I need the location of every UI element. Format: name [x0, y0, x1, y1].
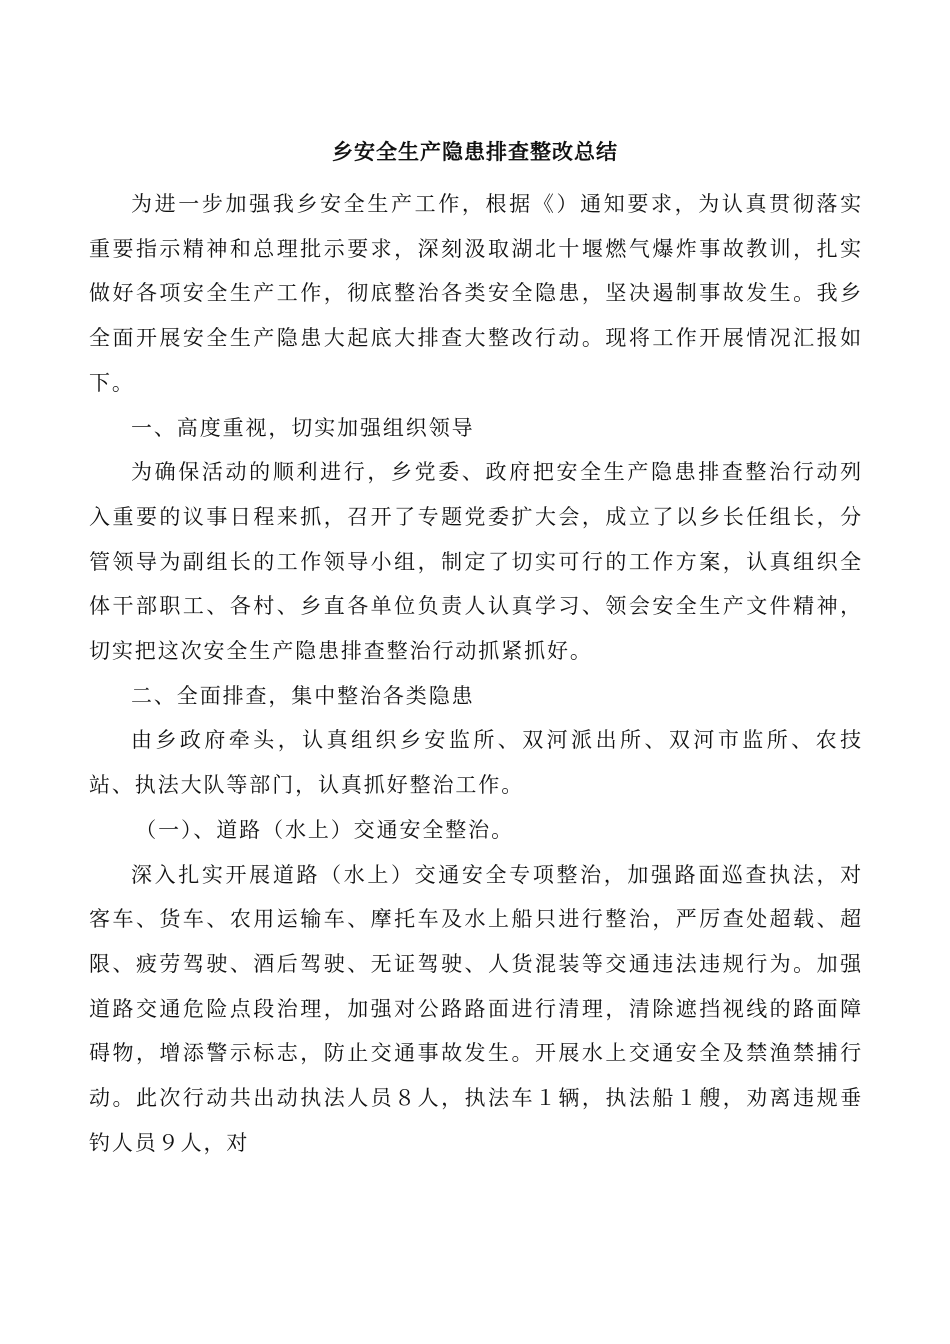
- subsection-1-paragraph: 深入扎实开展道路（水上）交通安全专项整治，加强路面巡查执法，对客车、货车、农用运输车、摩托车及水上船只进行整治，严厉查处超载、超限、疲劳驾驶、酒后驾驶、无证驾驶、人货混装等交通违法违规行为。加强道路交通危险点段治理，加强对公路路面进行清理，清除遮挡视线的路面障碍物，增添警示标志，防止交通事故发生。开展水上交通安全及禁渔禁捕行动。此次行动共出动执法人员８人，执法车１辆，执法船１艘，劝离违规垂钓人员９人，对: [89, 862, 863, 1155]
- section-heading-2: 二、全面排查，集中整治各类隐患: [131, 683, 475, 708]
- document-body: [89, 182, 863, 1165]
- section-heading-1: 一、高度重视，切实加强组织领导: [131, 415, 475, 440]
- document-title: 乡安全生产隐患排查整改总结: [332, 139, 618, 164]
- intro-paragraph: 为进一步加强我乡安全生产工作，根据《）通知要求，为认真贯彻落实重要指示精神和总理批示要求，深刻汲取湖北十堰燃气爆炸事故教训，扎实做好各项安全生产工作，彻底整治各类安全隐患，坚决遏制事故发生。我乡全面开展安全生产隐患大起底大排查大整改行动。现将工作开展情况汇报如下。: [89, 192, 863, 395]
- section-2-paragraph: 由乡政府牵头，认真组织乡安监所、双河派出所、双河市监所、农技站、执法大队等部门，认真抓好整治工作。: [89, 728, 863, 798]
- section-1-paragraph: 为确保活动的顺利进行，乡党委、政府把安全生产隐患排查整治行动列入重要的议事日程来抓，召开了专题党委扩大会，成立了以乡长任组长，分管领导为副组长的工作领导小组，制定了切实可行的工作方案，认真组织全体干部职工、各村、乡直各单位负责人认真学习、领会安全生产文件精神，切实把这次安全生产隐患排查整治行动抓紧抓好。: [89, 460, 863, 664]
- subsection-heading-1: （一）、道路（水上）交通安全整治。: [135, 817, 514, 842]
